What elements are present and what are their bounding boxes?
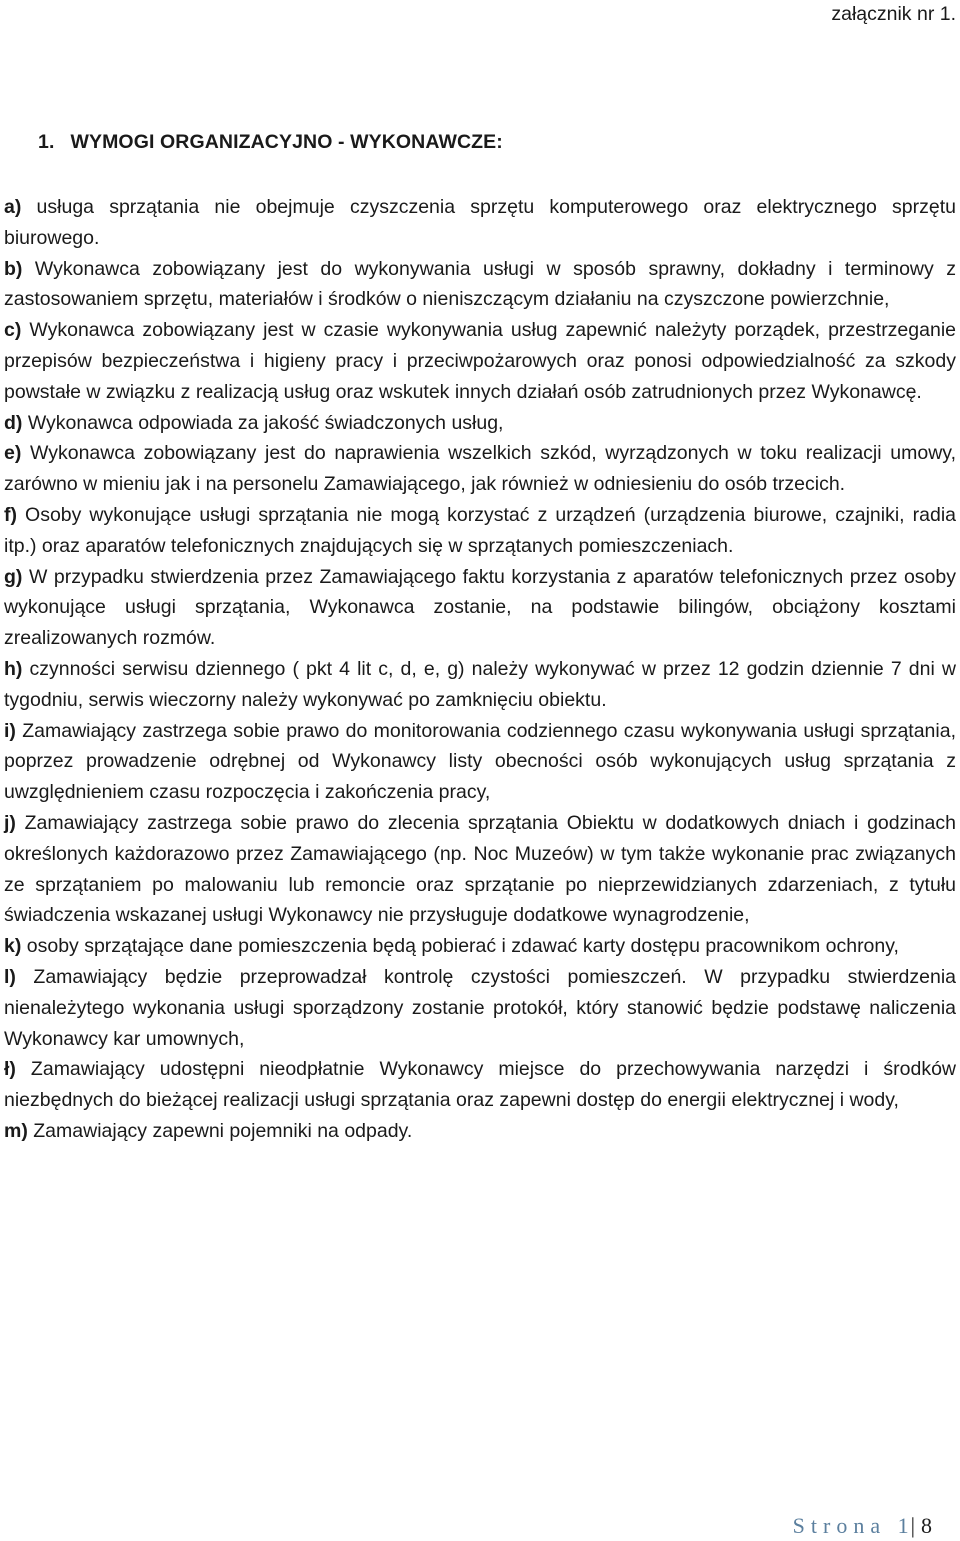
item-marker: ł) <box>4 1058 16 1081</box>
list-item <box>4 1054 956 1116</box>
item-marker: c) <box>4 319 22 342</box>
item-marker: h) <box>4 657 23 680</box>
item-text: Zamawiający udostępni nieodpłatnie Wykonawcy miejsce do przechowywania narzędzi i środków niezbędnych do bieżącej realizacji usługi sprzątania oraz zapewni dostęp do energii elektrycznej i wody, <box>4 1058 956 1112</box>
list-item <box>4 500 956 562</box>
item-marker: d) <box>4 411 23 434</box>
list-item <box>4 808 956 931</box>
list-item <box>4 962 956 1054</box>
list-item <box>4 438 956 500</box>
item-text: Wykonawca zobowiązany jest w czasie wykonywania usług zapewnić należyty porządek, przestrzeganie przepisów bezpieczeństwa i higieny pracy i przeciwpożarowych oraz ponosi odpowiedzialność za szkody powstałe w związku z realizacją usług oraz wskutek innych działań osób zatrudnionych przez Wykonawcę. <box>4 319 956 403</box>
list-item <box>4 192 956 254</box>
item-marker: k) <box>4 935 22 958</box>
item-marker: a) <box>4 196 22 218</box>
item-text: usługa sprzątania nie obejmuje czyszczenia sprzętu komputerowego oraz elektrycznego sprzętu biurowego. <box>4 196 956 249</box>
list-item <box>4 654 956 716</box>
item-text: Wykonawca zobowiązany jest do naprawienia wszelkich szkód, wyrządzonych w toku realizacji umowy, zarówno w mieniu jak i na personelu Zamawiającego, jak również w odniesieniu do osób trzecich. <box>4 442 956 496</box>
requirements-list <box>4 192 956 1147</box>
page-footer <box>793 1512 932 1540</box>
section-heading <box>38 129 503 155</box>
list-item <box>4 562 956 654</box>
item-text: Zamawiający zapewni pojemniki na odpady. <box>27 1119 413 1142</box>
list-item <box>4 931 956 962</box>
item-marker: i) <box>4 719 16 742</box>
item-text: Zamawiający będzie przeprowadzał kontrolę czystości pomieszczeń. W przypadku stwierdzenia nienależytego wykonania usługi sporządzony zostanie protokół, który stanowić będzie podstawę naliczenia Wykonawcy kar umownych, <box>4 965 956 1050</box>
attachment-note: załącznik nr 1. <box>831 3 956 25</box>
item-text: Wykonawca zobowiązany jest do wykonywania usługi w sposób sprawny, dokładny i terminowy z zastosowaniem sprzętu, materiałów i środków o nieniszczącym działaniu na czyszczone powierzchnie, <box>4 257 956 311</box>
total-pages: 8 <box>921 1513 932 1538</box>
current-page-number: 1 <box>897 1513 909 1538</box>
item-marker: g) <box>4 565 23 588</box>
item-text: Zamawiający zastrzega sobie prawo do monitorowania codziennego czasu wykonywania usługi sprzątania, poprzez prowadzenie odrębnej od Wykonawcy listy obecności osób wykonujących usług sprzątania z uwzględnieniem czasu rozpoczęcia i zakończenia pracy, <box>4 719 956 804</box>
item-marker: l) <box>4 965 16 988</box>
item-marker: f) <box>4 503 17 526</box>
item-text: czynności serwisu dziennego ( pkt 4 lit c, d, e, g) należy wykonywać w przez 12 godzin dziennie 7 dni w tygodniu, serwis wieczorny należy wykonywać po zamknięciu obiektu. <box>4 657 956 711</box>
item-text: Wykonawca odpowiada za jakość świadczonych usług, <box>22 411 504 434</box>
list-item <box>4 315 956 407</box>
page-separator: | <box>910 1513 915 1538</box>
item-text: Osoby wykonujące usługi sprzątania nie mogą korzystać z urządzeń (urządzenia biurowe, czajniki, radia itp.) oraz aparatów telefonicznych znajdujących się w sprzątanych pomieszczeniach. <box>4 503 956 557</box>
item-marker: b) <box>4 257 23 280</box>
page-label: Strona <box>792 1513 887 1538</box>
item-text: W przypadku stwierdzenia przez Zamawiającego faktu korzystania z aparatów telefonicznych przez osoby wykonujące usługi sprzątania, Wykonawca zostanie, na podstawie bilingów, obciążony kosztami zrealizowanych rozmów. <box>4 565 956 650</box>
section-number: 1. <box>38 131 55 153</box>
list-item <box>4 408 956 439</box>
item-marker: j) <box>4 811 16 834</box>
list-item <box>4 716 956 808</box>
item-marker: e) <box>4 442 22 465</box>
section-title: WYMOGI ORGANIZACYJNO - WYKONAWCZE: <box>70 131 503 153</box>
item-text: Zamawiający zastrzega sobie prawo do zlecenia sprzątania Obiektu w dodatkowych dniach i godzinach określonych każdorazowo przez Zamawiającego (np. Noc Muzeów) w tym także wykonanie prac związanych ze sprzątaniem po malowaniu lub remoncie oraz sprzątanie po nieprzewidzianych zdarzeniach, z tytułu świadczenia wskazanej usługi Wykonawcy nie przysługuje dodatkowe wynagrodzenie, <box>4 811 956 927</box>
item-text: osoby sprzątające dane pomieszczenia będą pobierać i zdawać karty dostępu pracownikom ochrony, <box>21 935 899 958</box>
item-marker: m) <box>4 1119 28 1142</box>
list-item <box>4 254 956 316</box>
list-item <box>4 1116 956 1147</box>
